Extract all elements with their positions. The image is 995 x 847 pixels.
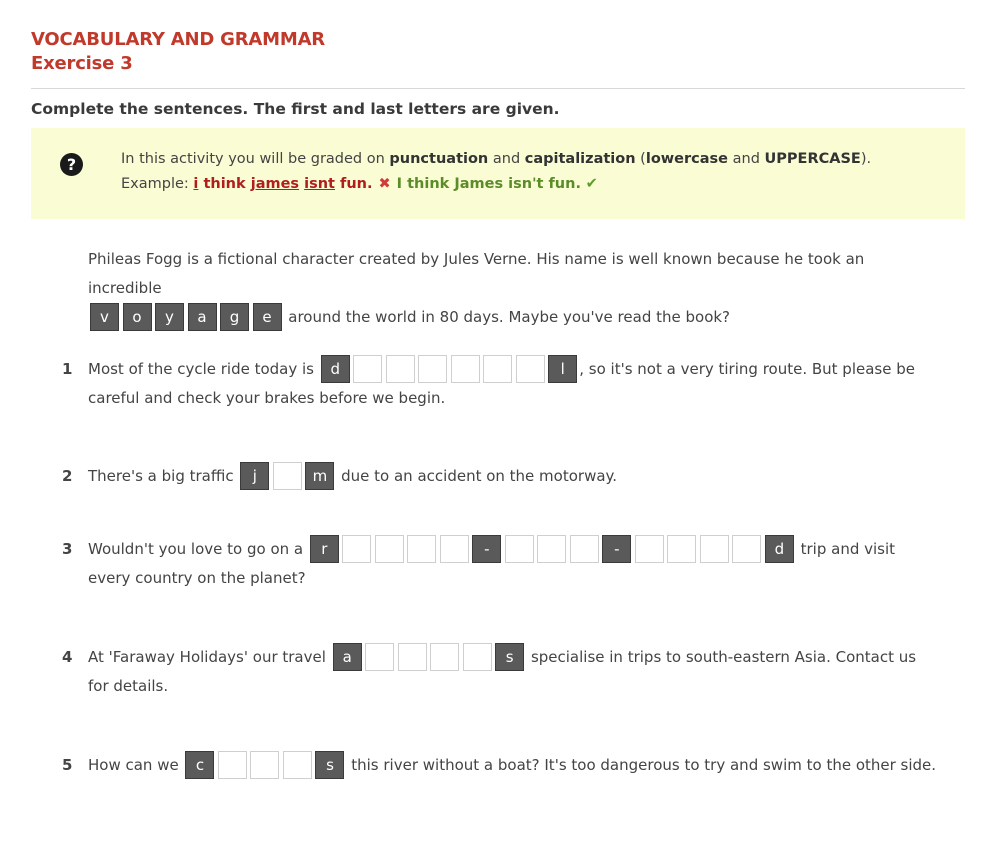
question-number: 5 xyxy=(62,756,73,774)
question-circle-icon: ? xyxy=(60,153,83,176)
header-divider xyxy=(31,88,965,89)
error-word: i xyxy=(193,176,199,192)
question-number: 3 xyxy=(62,540,73,558)
letter-input-box[interactable] xyxy=(250,751,279,779)
sentence-text-pre: How can we xyxy=(88,756,184,774)
keyword-capitalization: capitalization xyxy=(524,151,636,167)
given-letter-box: o xyxy=(123,303,152,331)
check-icon: ✔ xyxy=(585,176,598,192)
given-letter-box: r xyxy=(310,535,339,563)
example-label: Example: xyxy=(121,176,194,192)
letter-input-box[interactable] xyxy=(283,751,312,779)
question-number: 4 xyxy=(62,648,73,666)
letter-input-box[interactable] xyxy=(273,462,302,490)
letter-input-box[interactable] xyxy=(537,535,566,563)
sentence-text-post: , so it's not a very tiring route. But please be careful and check your brakes before we begin. xyxy=(88,360,915,407)
given-letter-box: d xyxy=(321,355,350,383)
letter-input-box[interactable] xyxy=(418,355,447,383)
question-number: 1 xyxy=(62,360,73,378)
sentence-text-pre: There's a big traffic xyxy=(88,467,239,485)
letter-input-box[interactable] xyxy=(430,643,459,671)
answer-boxes[interactable] xyxy=(310,535,794,564)
note-text-part: and xyxy=(728,151,765,167)
example-answer-boxes xyxy=(90,303,282,332)
example-word: think xyxy=(203,176,246,192)
keyword-punctuation: punctuation xyxy=(389,151,489,167)
keyword-lowercase: lowercase xyxy=(645,151,729,167)
letter-input-box[interactable] xyxy=(700,535,729,563)
letter-input-box[interactable] xyxy=(353,355,382,383)
note-text-part: and xyxy=(488,151,525,167)
letter-input-box[interactable] xyxy=(218,751,247,779)
example-sentence xyxy=(88,245,938,332)
note-text-part: In this activity you will be graded on xyxy=(121,151,390,167)
given-letter-box: e xyxy=(253,303,282,331)
question-3 xyxy=(88,535,938,593)
letter-input-box[interactable] xyxy=(516,355,545,383)
letter-input-box[interactable] xyxy=(440,535,469,563)
letter-input-box[interactable] xyxy=(398,643,427,671)
question-1 xyxy=(88,355,938,413)
given-letter-box: c xyxy=(185,751,214,779)
letter-input-box[interactable] xyxy=(365,643,394,671)
sentence-text-post: trip and visit every country on the planet? xyxy=(88,540,896,587)
question-4 xyxy=(88,643,938,701)
sentence-text-pre: Most of the cycle ride today is xyxy=(88,360,319,378)
letter-input-box[interactable] xyxy=(386,355,415,383)
given-letter-box: a xyxy=(333,643,362,671)
letter-input-box[interactable] xyxy=(451,355,480,383)
letter-input-box[interactable] xyxy=(342,535,371,563)
note-line-1 xyxy=(121,147,871,172)
section-title: VOCABULARY AND GRAMMAR xyxy=(31,29,325,50)
answer-boxes[interactable] xyxy=(333,643,525,672)
note-text-part: ). xyxy=(860,151,872,167)
sentence-text-post: specialise in trips to south-eastern Asia. Contact us for details. xyxy=(88,648,917,695)
question-number: 2 xyxy=(62,467,73,485)
answer-boxes[interactable] xyxy=(240,462,334,491)
question-5 xyxy=(88,751,938,780)
letter-input-box[interactable] xyxy=(463,643,492,671)
given-letter-box: d xyxy=(765,535,794,563)
grading-note xyxy=(31,128,965,219)
given-letter-box: - xyxy=(472,535,501,563)
letter-input-box[interactable] xyxy=(732,535,761,563)
given-letter-box: g xyxy=(220,303,249,331)
sentence-text-post: this river without a boat? It's too dangerous to try and swim to the other side. xyxy=(346,756,937,774)
letter-input-box[interactable] xyxy=(505,535,534,563)
given-letter-box: v xyxy=(90,303,119,331)
note-text xyxy=(121,147,871,197)
sentence-text-pre: Phileas Fogg is a fictional character created by Jules Verne. His name is well known because he took an incredible xyxy=(88,250,865,297)
sentence-text-pre: At 'Faraway Holidays' our travel xyxy=(88,648,331,666)
exercise-title: Exercise 3 xyxy=(31,53,133,74)
given-letter-box: a xyxy=(188,303,217,331)
exercise-header xyxy=(31,28,325,76)
answer-boxes[interactable] xyxy=(321,355,578,384)
given-letter-box: l xyxy=(548,355,577,383)
letter-input-box[interactable] xyxy=(407,535,436,563)
letter-input-box[interactable] xyxy=(483,355,512,383)
sentence-text-post: due to an accident on the motorway. xyxy=(336,467,618,485)
sentence-text-pre: Wouldn't you love to go on a xyxy=(88,540,308,558)
question-2 xyxy=(88,462,938,491)
instruction-text: Complete the sentences. The first and last letters are given. xyxy=(31,100,560,118)
correct-example: I think James isn't fun. xyxy=(396,176,581,192)
given-letter-box: y xyxy=(155,303,184,331)
example-word: fun. xyxy=(340,176,373,192)
given-letter-box: m xyxy=(305,462,334,490)
given-letter-box: s xyxy=(495,643,524,671)
letter-input-box[interactable] xyxy=(375,535,404,563)
error-word: isnt xyxy=(304,176,335,192)
keyword-uppercase: UPPERCASE xyxy=(764,151,861,167)
given-letter-box: s xyxy=(315,751,344,779)
error-word: james xyxy=(250,176,300,192)
note-line-2 xyxy=(121,172,871,197)
letter-input-box[interactable] xyxy=(570,535,599,563)
wrong-example xyxy=(193,176,372,192)
letter-input-box[interactable] xyxy=(667,535,696,563)
given-letter-box: j xyxy=(240,462,269,490)
letter-input-box[interactable] xyxy=(635,535,664,563)
cross-icon: ✖ xyxy=(378,176,391,192)
sentence-text-post: around the world in 80 days. Maybe you've read the book? xyxy=(283,308,731,326)
answer-boxes[interactable] xyxy=(185,751,344,780)
given-letter-box: - xyxy=(602,535,631,563)
note-text-part: ( xyxy=(635,151,646,167)
